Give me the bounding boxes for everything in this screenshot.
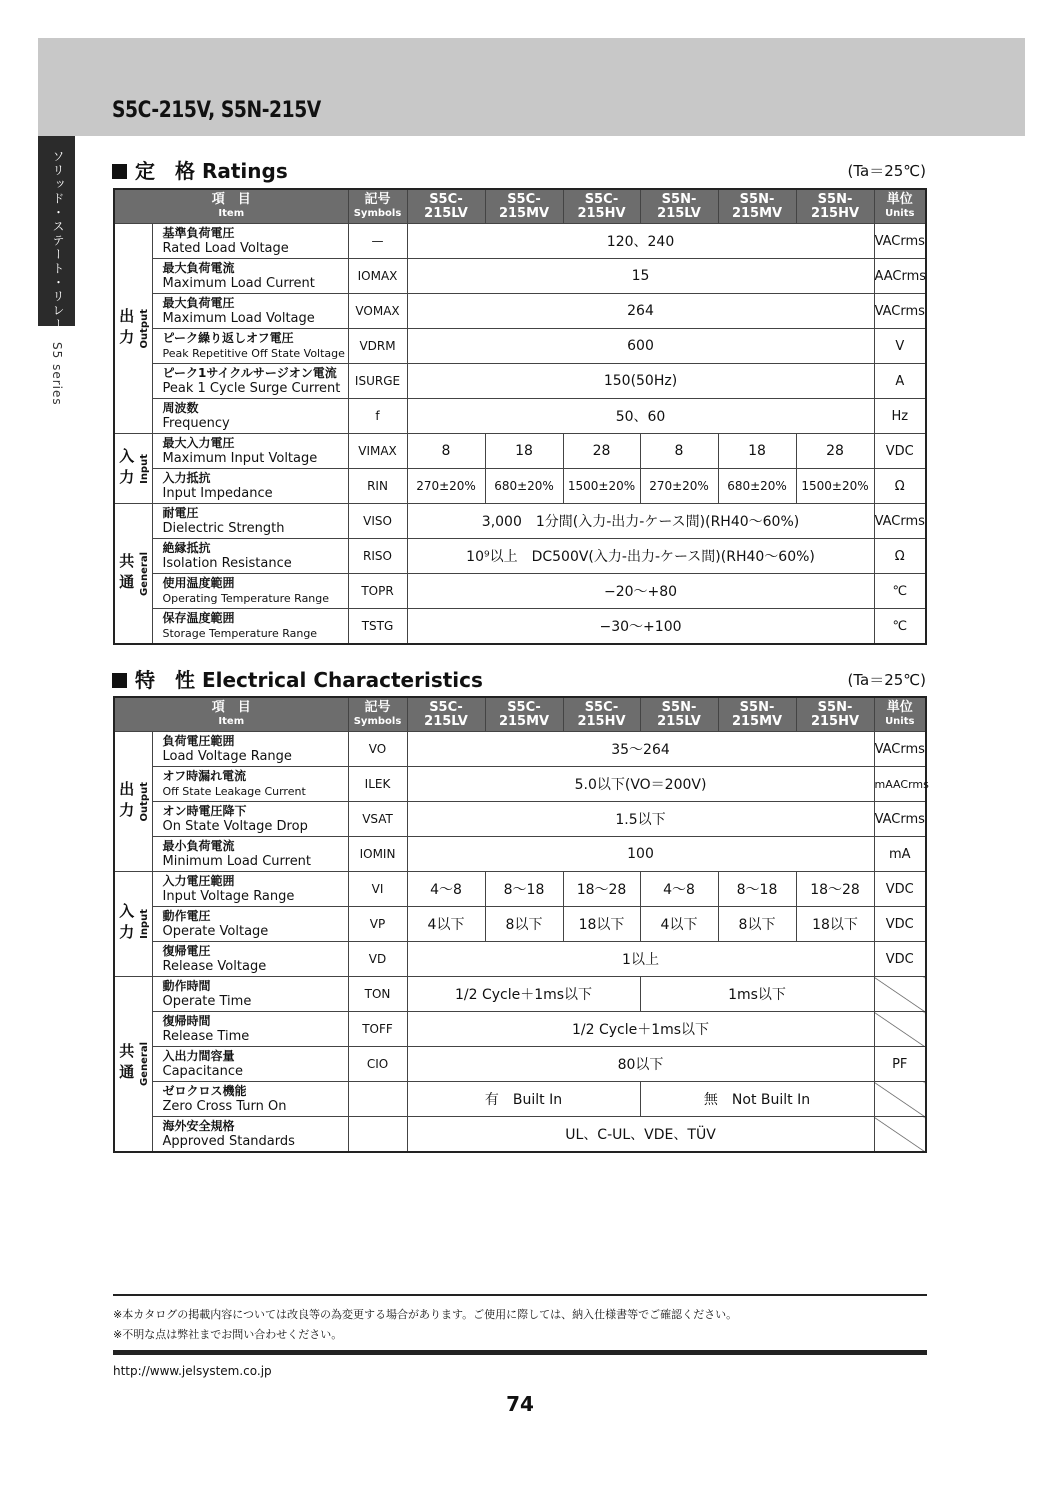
value-cell: 680±20% xyxy=(718,469,796,504)
header-model-3: S5C- 215HV xyxy=(563,189,640,224)
item-cell: 復帰時間 Release Time xyxy=(152,1012,348,1047)
unit-cell: VACrms xyxy=(874,294,926,329)
unit-cell: VDC xyxy=(874,434,926,469)
side-tab-label: ソリッド・ステート・リレー xyxy=(51,150,65,332)
item-cell: 最小負荷電流 Minimum Load Current xyxy=(152,837,348,872)
unit-cell: VACrms xyxy=(874,732,926,767)
unit-cell: A xyxy=(874,364,926,399)
unit-cell: ℃ xyxy=(874,609,926,645)
item-cell: 海外安全規格 Approved Standards xyxy=(152,1117,348,1153)
item-cell: 最大負荷電流 Maximum Load Current xyxy=(152,259,348,294)
symbol-cell: CIO xyxy=(348,1047,407,1082)
value-cell: 8～18 xyxy=(718,872,796,907)
value-cell: 3,000 1分間(入力-出力-ケース間)(RH40～60%) xyxy=(407,504,874,539)
header-model-2: S5C- 215MV xyxy=(485,189,563,224)
value-cell: −20～+80 xyxy=(407,574,874,609)
item-cell: 入力電圧範囲 Input Voltage Range xyxy=(152,872,348,907)
item-cell: 入力抵抗 Input Impedance xyxy=(152,469,348,504)
item-cell: 使用温度範囲 Operating Temperature Range xyxy=(152,574,348,609)
group-input: 入力 Input xyxy=(114,872,152,977)
table-row xyxy=(114,574,926,609)
item-cell: ピーク1サイクルサージオン電流 Peak 1 Cycle Surge Current xyxy=(152,364,348,399)
ratings-condition: (Ta＝25℃) xyxy=(847,162,926,180)
group-output: 出力 Output xyxy=(114,224,152,434)
symbol-cell: VDRM xyxy=(348,329,407,364)
symbol-cell: RISO xyxy=(348,539,407,574)
unit-cell: V xyxy=(874,329,926,364)
value-cell: 8 xyxy=(640,434,718,469)
table-row xyxy=(114,294,926,329)
series-label: S5 series xyxy=(50,342,64,406)
group-general: 共通 General xyxy=(114,504,152,645)
table-row xyxy=(114,942,926,977)
header-model-1: S5C- 215LV xyxy=(407,697,485,732)
footer-note: ※本カタログの掲載内容については改良等の為変更する場合があります。ご使用に際しては、納入仕様書等でご確認ください。 xyxy=(113,1308,738,1321)
item-cell: ゼロクロス機能 Zero Cross Turn On xyxy=(152,1082,348,1117)
symbol-cell: TOFF xyxy=(348,1012,407,1047)
table-row xyxy=(114,732,926,767)
item-cell: 基準負荷電圧 Rated Load Voltage xyxy=(152,224,348,259)
symbol-cell: ILEK xyxy=(348,767,407,802)
table-row xyxy=(114,399,926,434)
symbol-cell: VSAT xyxy=(348,802,407,837)
symbol-cell: TON xyxy=(348,977,407,1012)
website-link[interactable]: http://www.jelsystem.co.jp xyxy=(113,1364,272,1378)
value-cell: 680±20% xyxy=(485,469,563,504)
value-cell: 1500±20% xyxy=(796,469,874,504)
electrical-condition: (Ta＝25℃) xyxy=(847,671,926,689)
value-cell: 18 xyxy=(485,434,563,469)
value-cell: 150(50Hz) xyxy=(407,364,874,399)
value-cell: 1以上 xyxy=(407,942,874,977)
value-cell: 100 xyxy=(407,837,874,872)
empty-unit-cell xyxy=(874,1012,926,1047)
value-cell: 28 xyxy=(563,434,640,469)
item-cell: 負荷電圧範囲 Load Voltage Range xyxy=(152,732,348,767)
symbol-cell: VOMAX xyxy=(348,294,407,329)
item-cell: ピーク繰り返しオフ電圧 Peak Repetitive Off State Voltage xyxy=(152,329,348,364)
table-row xyxy=(114,224,926,259)
table-row xyxy=(114,1012,926,1047)
value-cell: 28 xyxy=(796,434,874,469)
header-model-6: S5N- 215HV xyxy=(796,189,874,224)
electrical-table xyxy=(113,696,927,1153)
item-cell: 動作電圧 Operate Voltage xyxy=(152,907,348,942)
symbol-cell: — xyxy=(348,224,407,259)
value-cell: 5.0以下(VO＝200V) xyxy=(407,767,874,802)
header-model-2: S5C- 215MV xyxy=(485,697,563,732)
value-cell: 1.5以下 xyxy=(407,802,874,837)
symbol-cell xyxy=(348,1117,407,1153)
unit-cell: mA xyxy=(874,837,926,872)
value-cell: 600 xyxy=(407,329,874,364)
item-cell: 周波数 Frequency xyxy=(152,399,348,434)
footer-note: ※不明な点は弊社までお問い合わせください。 xyxy=(113,1328,343,1341)
table-row xyxy=(114,1047,926,1082)
symbol-cell: TOPR xyxy=(348,574,407,609)
value-cell: 8以下 xyxy=(718,907,796,942)
value-cell: 120、240 xyxy=(407,224,874,259)
empty-unit-cell xyxy=(874,1082,926,1117)
item-cell: 耐電圧 Dielectric Strength xyxy=(152,504,348,539)
value-cell: 8以下 xyxy=(485,907,563,942)
table-row xyxy=(114,329,926,364)
unit-cell: VACrms xyxy=(874,802,926,837)
symbol-cell: f xyxy=(348,399,407,434)
header-symbols: 記号 Symbols xyxy=(348,697,407,732)
empty-unit-cell xyxy=(874,1117,926,1153)
unit-cell: VDC xyxy=(874,907,926,942)
value-cell: 35～264 xyxy=(407,732,874,767)
unit-cell: VDC xyxy=(874,942,926,977)
value-cell: 270±20% xyxy=(640,469,718,504)
table-row xyxy=(114,259,926,294)
value-cell: 1/2 Cycle＋1ms以下 xyxy=(407,1012,874,1047)
group-general: 共通 General xyxy=(114,977,152,1153)
value-cell: 18～28 xyxy=(563,872,640,907)
page-title: S5C-215V, S5N-215V xyxy=(112,98,321,123)
unit-cell: Ω xyxy=(874,539,926,574)
empty-unit-cell xyxy=(874,977,926,1012)
electrical-title: 特 性 Electrical Characteristics xyxy=(112,664,483,693)
header-model-1: S5C- 215LV xyxy=(407,189,485,224)
unit-cell: AACrms xyxy=(874,259,926,294)
item-cell: 動作時間 Operate Time xyxy=(152,977,348,1012)
table-row xyxy=(114,872,926,907)
group-input: 入力 Input xyxy=(114,434,152,504)
header-item: 項 目 Item xyxy=(114,697,348,732)
value-cell: 8 xyxy=(407,434,485,469)
header-model-6: S5N- 215HV xyxy=(796,697,874,732)
value-cell: 270±20% xyxy=(407,469,485,504)
table-row xyxy=(114,837,926,872)
table-row xyxy=(114,1117,926,1153)
header-units: 単位 Units xyxy=(874,697,926,732)
unit-cell: VACrms xyxy=(874,224,926,259)
unit-cell: Hz xyxy=(874,399,926,434)
symbol-cell: TSTG xyxy=(348,609,407,645)
value-cell: 4以下 xyxy=(640,907,718,942)
square-bullet-icon xyxy=(112,673,127,688)
table-row xyxy=(114,767,926,802)
item-cell: 入出力間容量 Capacitance xyxy=(152,1047,348,1082)
unit-cell: PF xyxy=(874,1047,926,1082)
value-cell: 264 xyxy=(407,294,874,329)
unit-cell: VDC xyxy=(874,872,926,907)
value-cell: 1500±20% xyxy=(563,469,640,504)
table-row xyxy=(114,434,926,469)
value-cell: 4以下 xyxy=(407,907,485,942)
item-cell: オフ時漏れ電流 Off State Leakage Current xyxy=(152,767,348,802)
page-number: 74 xyxy=(506,1392,534,1416)
unit-cell: mAACrms xyxy=(874,767,926,802)
unit-cell: Ω xyxy=(874,469,926,504)
item-cell: 保存温度範囲 Storage Temperature Range xyxy=(152,609,348,645)
header-symbols: 記号 Symbols xyxy=(348,189,407,224)
symbol-cell: RIN xyxy=(348,469,407,504)
symbol-cell: VO xyxy=(348,732,407,767)
table-row xyxy=(114,802,926,837)
symbol-cell: IOMIN xyxy=(348,837,407,872)
table-row xyxy=(114,539,926,574)
symbol-cell xyxy=(348,1082,407,1117)
value-cell: 無 Not Built In xyxy=(640,1082,874,1117)
table-header-row xyxy=(114,189,926,224)
unit-cell: ℃ xyxy=(874,574,926,609)
symbol-cell: ISURGE xyxy=(348,364,407,399)
footer-divider-thick xyxy=(113,1350,927,1355)
symbol-cell: VP xyxy=(348,907,407,942)
value-cell: 有 Built In xyxy=(407,1082,640,1117)
symbol-cell: VISO xyxy=(348,504,407,539)
value-cell: −30～+100 xyxy=(407,609,874,645)
header-model-5: S5N- 215MV xyxy=(718,697,796,732)
square-bullet-icon xyxy=(112,164,127,179)
header-model-4: S5N- 215LV xyxy=(640,697,718,732)
item-cell: 最大入力電圧 Maximum Input Voltage xyxy=(152,434,348,469)
value-cell: 15 xyxy=(407,259,874,294)
ratings-table xyxy=(113,188,927,645)
value-cell: 80以下 xyxy=(407,1047,874,1082)
symbol-cell: VIMAX xyxy=(348,434,407,469)
group-output: 出力 Output xyxy=(114,732,152,872)
footer-divider xyxy=(113,1294,927,1296)
unit-cell: VACrms xyxy=(874,504,926,539)
item-cell: 復帰電圧 Release Voltage xyxy=(152,942,348,977)
table-row xyxy=(114,1082,926,1117)
table-row xyxy=(114,364,926,399)
value-cell: UL、C-UL、VDE、TÜV xyxy=(407,1117,874,1153)
value-cell: 10⁹以上 DC500V(入力-出力-ケース間)(RH40～60%) xyxy=(407,539,874,574)
header-model-3: S5C- 215HV xyxy=(563,697,640,732)
value-cell: 1ms以下 xyxy=(640,977,874,1012)
value-cell: 50、60 xyxy=(407,399,874,434)
ratings-title: 定 格 Ratings xyxy=(112,155,288,184)
symbol-cell: IOMAX xyxy=(348,259,407,294)
table-row xyxy=(114,469,926,504)
header-model-4: S5N- 215LV xyxy=(640,189,718,224)
value-cell: 1/2 Cycle＋1ms以下 xyxy=(407,977,640,1012)
table-header-row xyxy=(114,697,926,732)
value-cell: 18以下 xyxy=(796,907,874,942)
value-cell: 18～28 xyxy=(796,872,874,907)
value-cell: 18 xyxy=(718,434,796,469)
value-cell: 4～8 xyxy=(640,872,718,907)
table-row xyxy=(114,907,926,942)
item-cell: オン時電圧降下 On State Voltage Drop xyxy=(152,802,348,837)
item-cell: 最大負荷電圧 Maximum Load Voltage xyxy=(152,294,348,329)
value-cell: 18以下 xyxy=(563,907,640,942)
value-cell: 8～18 xyxy=(485,872,563,907)
table-row xyxy=(114,977,926,1012)
header-units: 単位 Units xyxy=(874,189,926,224)
symbol-cell: VD xyxy=(348,942,407,977)
item-cell: 絶縁抵抗 Isolation Resistance xyxy=(152,539,348,574)
value-cell: 4～8 xyxy=(407,872,485,907)
header-item: 項 目 Item xyxy=(114,189,348,224)
table-row xyxy=(114,609,926,645)
symbol-cell: VI xyxy=(348,872,407,907)
header-model-5: S5N- 215MV xyxy=(718,189,796,224)
table-row xyxy=(114,504,926,539)
